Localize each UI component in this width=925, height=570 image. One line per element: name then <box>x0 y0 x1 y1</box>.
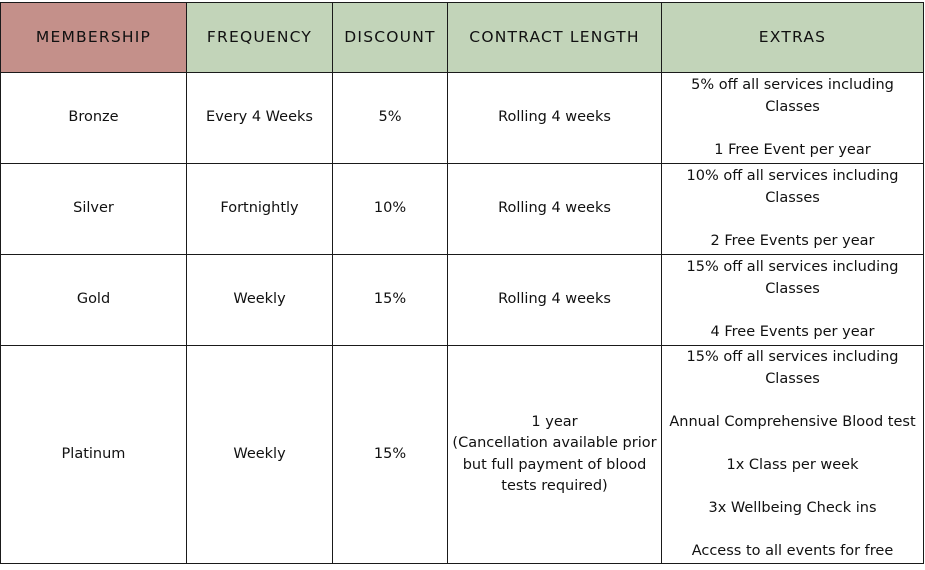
header-membership: MEMBERSHIP <box>1 3 187 73</box>
membership-cell: Bronze <box>1 73 187 164</box>
frequency-cell: Fortnightly <box>187 164 333 255</box>
membership-cell: Platinum <box>1 346 187 564</box>
table-row <box>1 255 924 346</box>
extras-cell <box>662 255 924 346</box>
header-frequency: FREQUENCY <box>187 3 333 73</box>
discount-cell: 15% <box>333 346 448 564</box>
frequency-cell: Weekly <box>187 346 333 564</box>
extra-item: 2 Free Events per year <box>710 232 875 249</box>
extra-item: 4 Free Events per year <box>710 323 875 340</box>
extra-item: 5% off all services including Classes <box>691 77 894 115</box>
header-extras: EXTRAS <box>662 3 924 73</box>
membership-cell: Silver <box>1 164 187 255</box>
header-contract-length: CONTRACT LENGTH <box>448 3 662 73</box>
discount-cell: 5% <box>333 73 448 164</box>
extras-cell <box>662 164 924 255</box>
frequency-cell: Every 4 Weeks <box>187 73 333 164</box>
extra-item: 10% off all services including Classes <box>686 168 899 206</box>
contract-cell: Rolling 4 weeks <box>448 164 662 255</box>
discount-cell: 15% <box>333 255 448 346</box>
membership-cell: Gold <box>1 255 187 346</box>
extra-item: Access to all events for free <box>691 542 894 559</box>
contract-note: (Cancellation available prior but full payment of blood tests required) <box>452 435 657 494</box>
membership-table <box>0 2 924 564</box>
extras-cell <box>662 346 924 564</box>
extras-cell <box>662 73 924 164</box>
contract-title: 1 year <box>531 413 578 430</box>
table-row <box>1 73 924 164</box>
table-row <box>1 164 924 255</box>
contract-cell: Rolling 4 weeks <box>448 73 662 164</box>
extra-item: 15% off all services including Classes <box>686 349 899 387</box>
extra-item: 1x Class per week <box>726 456 859 473</box>
extra-item: 15% off all services including Classes <box>686 259 899 297</box>
extra-item: Annual Comprehensive Blood test <box>669 413 916 430</box>
discount-cell: 10% <box>333 164 448 255</box>
header-discount: DISCOUNT <box>333 3 448 73</box>
table-row <box>1 346 924 564</box>
extra-item: 3x Wellbeing Check ins <box>708 499 877 516</box>
header-row <box>1 3 924 73</box>
extra-item: 1 Free Event per year <box>714 141 871 158</box>
frequency-cell: Weekly <box>187 255 333 346</box>
contract-cell <box>448 346 662 564</box>
contract-cell: Rolling 4 weeks <box>448 255 662 346</box>
